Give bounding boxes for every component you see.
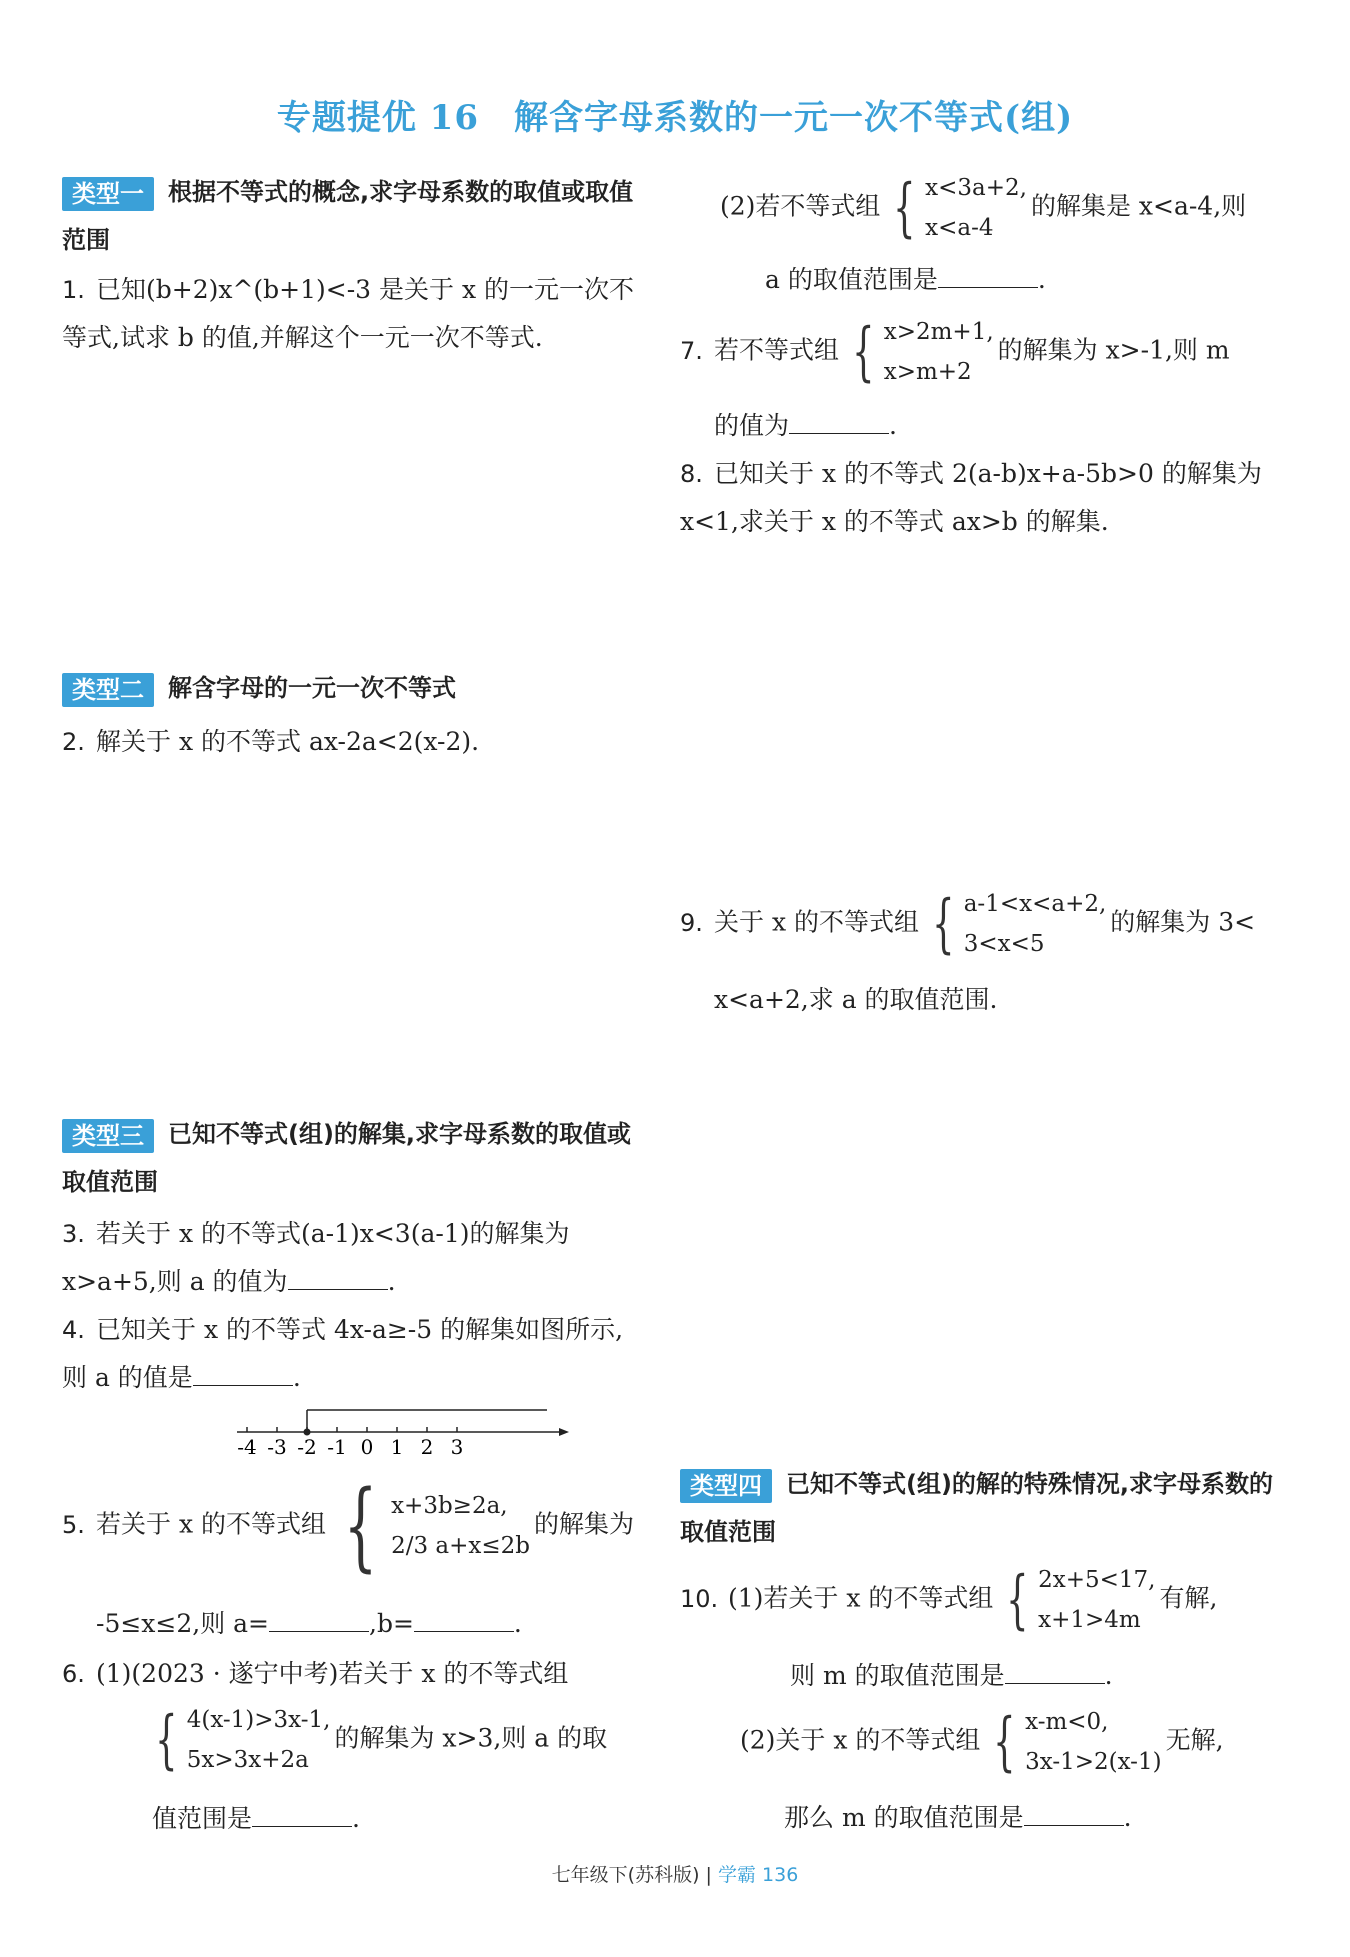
section-1-heading: [62, 168, 647, 264]
problem-number: 1.: [62, 276, 85, 304]
problem-text-post: 的解集为 x>3,则 a 的取: [334, 1723, 608, 1753]
problem-text: x<a+2,求 a 的取值范围.: [714, 985, 998, 1014]
answer-blank[interactable]: [193, 1358, 293, 1386]
problem-text: 则 m 的取值范围是: [790, 1661, 1005, 1690]
problem-text-post: 的解集是 x<a-4,则: [1030, 191, 1247, 221]
tick-label: 2: [420, 1435, 434, 1459]
section-title: 根据不等式的概念,求字母系数的取值或取值范围: [62, 178, 634, 254]
inequality-system: [843, 312, 994, 392]
arrow-icon: [559, 1428, 569, 1436]
system-line-2: 5x>3x+2a: [186, 1747, 309, 1773]
problem-5: [62, 1470, 647, 1582]
problem-text: (1)若关于 x 的不等式组: [728, 1583, 994, 1613]
answer-blank[interactable]: [938, 260, 1038, 288]
problem-text: 值范围是: [152, 1804, 253, 1833]
problem-9: [680, 884, 1280, 964]
problem-number: 6.: [62, 1660, 85, 1688]
system-line-2: 2/3 a+x≤2b: [391, 1533, 530, 1559]
system-line-2: x>m+2: [883, 359, 972, 385]
system-line-1: x>2m+1,: [883, 319, 994, 345]
answer-blank[interactable]: [789, 406, 889, 434]
inequality-system: [984, 1702, 1161, 1782]
problem-10: [680, 1560, 1280, 1640]
answer-blank-a[interactable]: [269, 1604, 369, 1632]
inequality-system: [997, 1560, 1155, 1640]
problem-6-part-2-tail: a 的取值范围是 .: [680, 256, 1280, 304]
system-line-1: 4(x-1)>3x-1,: [186, 1707, 331, 1733]
brace-icon: {: [993, 1705, 1016, 1779]
problem-text-post: 无解,: [1165, 1725, 1224, 1755]
tick-label: -3: [267, 1435, 287, 1459]
system-line-1: x+3b≥2a,: [391, 1493, 508, 1519]
inequality-system: [884, 168, 1027, 248]
tick-label: 1: [390, 1435, 404, 1459]
inequality-system: [330, 1470, 530, 1582]
solution-start-dot: [304, 1429, 311, 1436]
problem-text: (2)若不等式组: [720, 191, 881, 221]
problem-text: (2)关于 x 的不等式组: [740, 1725, 981, 1755]
problem-text: 的值为: [714, 411, 790, 440]
problem-text: 已知(b+2)x^(b+1)<-3 是关于 x 的一元一次不等式,试求 b 的值,并解这个一元一次不等式.: [62, 275, 635, 352]
problem-number: 5.: [62, 1510, 85, 1539]
answer-blank-b[interactable]: [414, 1604, 514, 1632]
section-title: 解含字母的一元一次不等式: [168, 674, 456, 702]
system-line-1: x<3a+2,: [925, 175, 1027, 201]
section-3-heading: [62, 1110, 647, 1206]
section-tag: 类型一: [62, 177, 154, 211]
inequality-system: [923, 884, 1106, 964]
page-title: 专题提优 16 解含字母系数的一元一次不等式(组): [276, 98, 1074, 138]
brace-icon: {: [852, 315, 875, 389]
brace-icon: {: [1006, 1563, 1029, 1637]
problem-6-tail: 值范围是 .: [62, 1795, 647, 1843]
system-line-2: x+1>4m: [1038, 1607, 1141, 1633]
problem-text-post: 的解集为 x>-1,则 m: [997, 335, 1230, 365]
brace-icon: {: [893, 171, 916, 245]
section-title: 已知不等式(组)的解的特殊情况,求字母系数的取值范围: [680, 1470, 1274, 1546]
problem-number: 8.: [680, 460, 703, 488]
problem-number: 2.: [62, 728, 85, 756]
section-tag: 类型三: [62, 1119, 154, 1153]
system-line-1: a-1<x<a+2,: [963, 891, 1107, 917]
answer-blank[interactable]: [288, 1262, 388, 1290]
tick-label: -4: [237, 1435, 257, 1459]
problem-text-post: 的解集为: [534, 1509, 635, 1539]
problem-text-post: 有解,: [1159, 1583, 1218, 1613]
problem-text: 若不等式组: [714, 335, 840, 365]
tick-label: -2: [297, 1435, 317, 1459]
problem-text: 关于 x 的不等式组: [714, 907, 919, 937]
problem-text: a 的取值范围是: [765, 265, 938, 294]
section-4-heading: [680, 1460, 1280, 1556]
problem-2: [62, 718, 647, 766]
problem-text: 解关于 x 的不等式 ax-2a<2(x-2).: [96, 727, 480, 756]
system-line-1: x-m<0,: [1025, 1709, 1109, 1735]
problem-number: 9.: [680, 908, 703, 937]
tick-label: -1: [327, 1435, 347, 1459]
problem-10-tail: 则 m 的取值范围是 .: [680, 1652, 1280, 1700]
problem-text: 已知关于 x 的不等式 2(a-b)x+a-5b>0 的解集为 x<1,求关于 x 的不等式 ax>b 的解集.: [680, 459, 1262, 536]
problem-10-part-2-tail: 那么 m 的取值范围是 .: [680, 1794, 1280, 1842]
system-line-1: 2x+5<17,: [1038, 1567, 1156, 1593]
page-footer: 七年级下(苏科版) | 学霸 136: [551, 1864, 799, 1886]
section-tag: 类型二: [62, 673, 154, 707]
answer-blank[interactable]: [252, 1799, 352, 1827]
system-line-2: 3<x<5: [963, 931, 1045, 957]
problem-text: (1)(2023 · 遂宁中考)若关于 x 的不等式组: [96, 1659, 569, 1688]
problem-6-system: [62, 1700, 647, 1780]
answer-blank[interactable]: [1024, 1798, 1124, 1826]
problem-text: 若关于 x 的不等式(a-1)x<3(a-1)的解集为 x>a+5,则 a 的值为: [62, 1219, 570, 1296]
problem-text: 已知关于 x 的不等式 4x-a≥-5 的解集如图所示,则 a 的值是: [62, 1315, 624, 1392]
system-line-2: 3x-1>2(x-1): [1025, 1749, 1162, 1775]
number-line: [237, 1402, 577, 1462]
answer-blank[interactable]: [1005, 1656, 1105, 1684]
page-number: 136: [762, 1864, 799, 1886]
problem-text: -5≤x≤2,则 a=: [96, 1609, 269, 1638]
section-tag: 类型四: [680, 1469, 772, 1503]
grade-label: 七年级下(苏科版): [551, 1864, 700, 1886]
problem-number: 10.: [680, 1584, 719, 1613]
problem-6: [62, 1650, 647, 1698]
brace-icon: {: [343, 1470, 378, 1582]
problem-6-part-2: [680, 168, 1280, 248]
problem-number: 4.: [62, 1316, 85, 1344]
problem-3: 3. 若关于 x 的不等式(a-1)x<3(a-1)的解集为 x>a+5,则 a 的值为 .: [62, 1210, 647, 1306]
problem-9-tail: [680, 976, 1280, 1024]
system-line-2: x<a-4: [925, 215, 994, 241]
problem-5-tail: -5≤x≤2,则 a= ,b= .: [62, 1600, 647, 1648]
problem-text-post: 的解集为 3<: [1110, 907, 1256, 937]
problem-number: 3.: [62, 1220, 85, 1248]
problem-8: [680, 450, 1280, 546]
tick-label: 3: [450, 1435, 464, 1459]
problem-text: 若关于 x 的不等式组: [96, 1509, 326, 1539]
brace-icon: {: [155, 1703, 178, 1777]
problem-7: [680, 312, 1280, 392]
problem-7-tail: 的值为 .: [680, 402, 1280, 450]
brand-label: 学霸: [717, 1864, 756, 1886]
brace-icon: {: [932, 887, 955, 961]
problem-text: ,b=: [369, 1609, 414, 1638]
problem-10-part-2: [680, 1702, 1280, 1782]
problem-number: 7.: [680, 336, 703, 365]
problem-4: 4. 已知关于 x 的不等式 4x-a≥-5 的解集如图所示,则 a 的值是 .: [62, 1306, 647, 1402]
tick-label: 0: [360, 1435, 374, 1459]
inequality-system: [146, 1700, 330, 1780]
section-title: 已知不等式(组)的解集,求字母系数的取值或取值范围: [62, 1120, 632, 1196]
problem-1: [62, 266, 647, 362]
section-2-heading: [62, 664, 647, 712]
problem-text: 那么 m 的取值范围是: [784, 1803, 1024, 1832]
